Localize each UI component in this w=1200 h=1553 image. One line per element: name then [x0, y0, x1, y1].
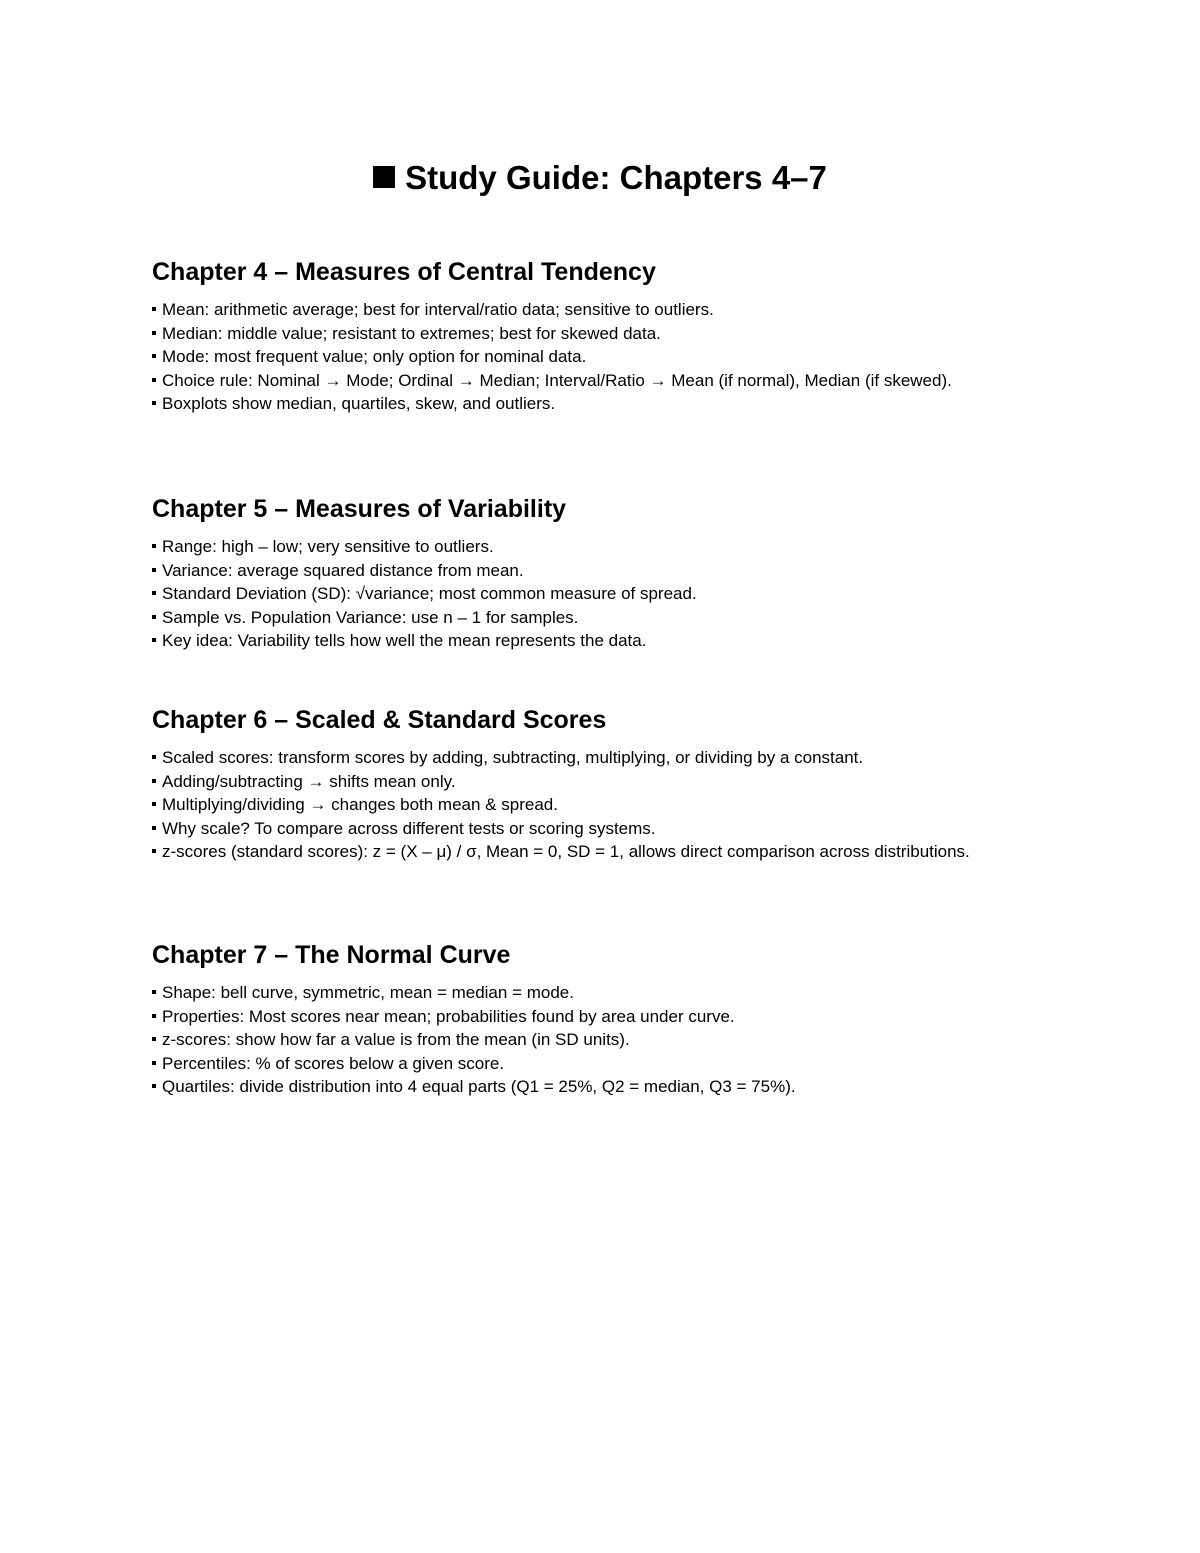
list-item	[152, 345, 1012, 369]
list-item	[152, 606, 1012, 630]
bullet-icon	[152, 990, 156, 994]
list-item	[152, 582, 1012, 606]
chapter-6-list	[152, 746, 1012, 864]
list-item-text: Quartiles: divide distribution into 4 equal parts (Q1 = 25%, Q2 = median, Q3 = 75%).	[162, 1077, 796, 1096]
bullet-icon	[152, 638, 156, 642]
list-item-text: Adding/subtracting → shifts mean only.	[162, 771, 456, 791]
chapter-4-list	[152, 298, 1012, 416]
bullet-icon	[152, 779, 156, 783]
list-item-text: Why scale? To compare across different tests or scoring systems.	[162, 818, 656, 838]
list-item	[152, 1052, 1012, 1076]
bullet-icon	[152, 826, 156, 830]
list-item-text: Mean: arithmetic average; best for interval/ratio data; sensitive to outliers.	[162, 300, 714, 319]
bullet-icon	[152, 1061, 156, 1065]
bullet-icon	[152, 1084, 156, 1088]
list-item-text: Scaled scores: transform scores by adding, subtracting, multiplying, or dividing by a constant.	[162, 748, 864, 767]
list-item	[152, 840, 1012, 864]
bullet-icon	[152, 802, 156, 806]
list-item-text: Percentiles: % of scores below a given score.	[162, 1053, 505, 1073]
bullet-icon	[152, 755, 156, 759]
chapter-5-heading: Chapter 5 – Measures of Variability	[152, 495, 567, 523]
bullet-icon	[152, 615, 156, 619]
bullet-icon	[152, 849, 156, 853]
chapter-7-section	[152, 939, 1012, 1099]
list-item	[152, 1075, 1012, 1099]
list-item-text: Variance: average squared distance from mean.	[162, 560, 524, 580]
list-item-text: z-scores: show how far a value is from the mean (in SD units).	[162, 1030, 630, 1049]
bullet-icon	[152, 401, 156, 405]
chapter-6-heading: Chapter 6 – Scaled & Standard Scores	[152, 706, 607, 734]
list-item	[152, 298, 1012, 322]
bullet-icon	[152, 307, 156, 311]
list-item	[152, 369, 1012, 393]
chapter-4-section	[152, 256, 1012, 416]
black-square-icon	[373, 166, 395, 188]
bullet-icon	[152, 544, 156, 548]
bullet-icon	[152, 591, 156, 595]
list-item	[152, 981, 1012, 1005]
list-item	[152, 1028, 1012, 1052]
list-item-text: Mode: most frequent value; only option for nominal data.	[162, 347, 587, 366]
list-item	[152, 535, 1012, 559]
list-item	[152, 770, 1012, 794]
list-item-text: Shape: bell curve, symmetric, mean = median = mode.	[162, 983, 574, 1002]
list-item	[152, 322, 1012, 346]
list-item	[152, 629, 1012, 653]
bullet-icon	[152, 354, 156, 358]
list-item-text: z-scores (standard scores): z = (X – μ) / σ, Mean = 0, SD = 1, allows direct comparison across distributions.	[162, 842, 970, 861]
chapter-4-heading: Chapter 4 – Measures of Central Tendency	[152, 258, 656, 286]
list-item-text: Range: high – low; very sensitive to outliers.	[162, 537, 494, 556]
list-item	[152, 817, 1012, 841]
bullet-icon	[152, 331, 156, 335]
list-item-text: Sample vs. Population Variance: use n – 1 for samples.	[162, 607, 579, 627]
list-item-text: Standard Deviation (SD): √variance; most common measure of spread.	[162, 584, 697, 603]
bullet-icon	[152, 568, 156, 572]
list-item-text: Choice rule: Nominal → Mode; Ordinal → Median; Interval/Ratio → Mean (if normal), Median (if skewed).	[162, 370, 952, 390]
chapter-6-section	[152, 704, 1012, 864]
chapter-7-list	[152, 981, 1012, 1099]
chapter-5-section	[152, 493, 1012, 653]
list-item-text: Properties: Most scores near mean; probabilities found by area under curve.	[162, 1006, 735, 1026]
list-item	[152, 392, 1012, 416]
bullet-icon	[152, 1014, 156, 1018]
bullet-icon	[152, 378, 156, 382]
list-item-text: Key idea: Variability tells how well the mean represents the data.	[162, 631, 647, 650]
list-item-text: Median: middle value; resistant to extremes; best for skewed data.	[162, 323, 661, 343]
page-title-text: Study Guide: Chapters 4–7	[405, 159, 827, 196]
list-item	[152, 746, 1012, 770]
chapter-7-heading: Chapter 7 – The Normal Curve	[152, 941, 511, 969]
list-item	[152, 793, 1012, 817]
list-item	[152, 559, 1012, 583]
list-item	[152, 1005, 1012, 1029]
list-item-text: Boxplots show median, quartiles, skew, and outliers.	[162, 394, 556, 413]
chapter-5-list	[152, 535, 1012, 653]
list-item-text: Multiplying/dividing → changes both mean & spread.	[162, 795, 558, 814]
bullet-icon	[152, 1037, 156, 1041]
page-title	[0, 156, 1200, 200]
